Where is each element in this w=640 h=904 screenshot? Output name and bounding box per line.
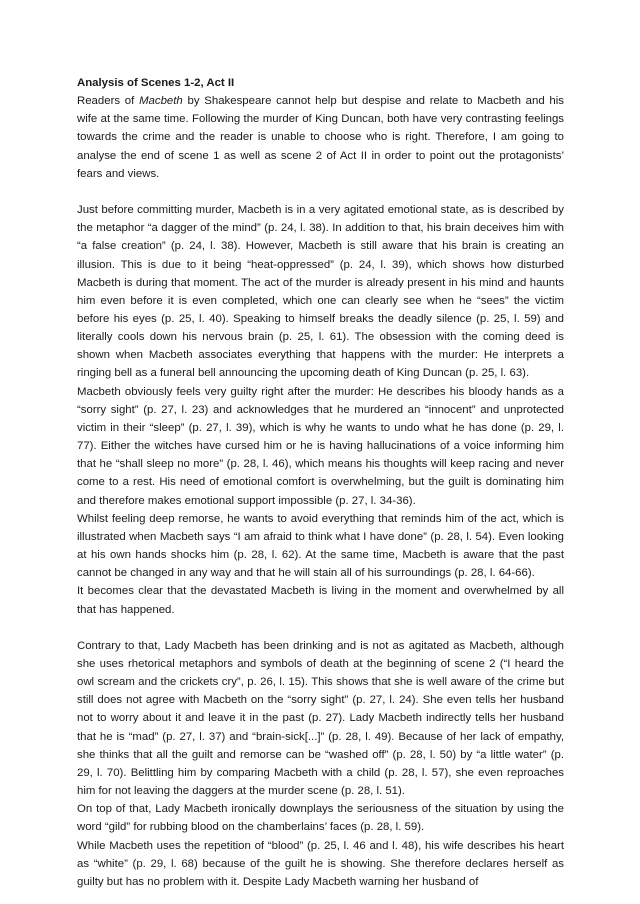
- play-title: Macbeth: [139, 95, 183, 108]
- intro-text-start: Readers of: [77, 95, 140, 108]
- lady-macbeth-paragraph-2: On top of that, Lady Macbeth ironically downplays the seriousness of the situation by using the word “gild” for rubbing blood on the chamberlains’ faces (p. 28, l. 59).: [77, 803, 564, 834]
- document-body: [77, 74, 564, 891]
- macbeth-paragraph-4: It becomes clear that the devastated Macbeth is living in the moment and overwhelmed by all that has happened.: [77, 585, 564, 616]
- macbeth-paragraph-3: Whilst feeling deep remorse, he wants to avoid everything that reminds him of the act, which is illustrated when Macbeth says “I am afraid to think what I have done” (p. 28, l. 54). Even looking at his own hands shocks him (p. 28, l. 62). At the same time, Macbeth is aware that the past cannot be changed in any way and that he will stain all of his surroundings (p. 28, l. 64-66).: [77, 512, 564, 580]
- paragraph-spacer: [77, 619, 564, 637]
- lady-macbeth-paragraph-1: Contrary to that, Lady Macbeth has been drinking and is not as agitated as Macbeth, although she uses rhetorical metaphors and symbols of death at the beginning of scene 2 (“I heard the owl scream and the crickets cry”, p. 26, l. 15). This shows that she is well aware of the crime but still does not agree with Macbeth on the “sorry sight” (p. 27, l. 24). She even tells her husband not to worry about it and leave it in the past (p. 27). Lady Macbeth indirectly tells her husband that he is “mad” (p. 27, l. 37) and “brain-sick[...]” (p. 28, l. 49). Because of her lack of empathy, she thinks that all the guilt and remorse can be “washed off” (p. 28, l. 50) by “a little water” (p. 29, l. 70). Belittling him by comparing Macbeth with a child (p. 28, l. 57), she even reproaches him for not leaving the daggers at the murder scene (p. 28, l. 51).: [77, 639, 564, 798]
- macbeth-paragraph-1: Just before committing murder, Macbeth is in a very agitated emotional state, as is described by the metaphor “a dagger of the mind” (p. 24, l. 38). In addition to that, his brain deceives him with “a false creation” (p. 24, l. 38). However, Macbeth is still aware that his brain is creating an illusion. This is due to it being “heat-oppressed” (p. 24, l. 39), which shows how disturbed Macbeth is during that moment. The act of the murder is already present in his mind and haunts him even before it is even completed, which one can clearly see when he “sees” the victim before his eyes (p. 25, l. 40). Speaking to himself breaks the deadly silence (p. 25, l. 59) and literally cools down his nervous brain (p. 25, l. 61). The obsession with the coming deed is shown when Macbeth associates everything that happens with the murder: He interprets a ringing bell as a funeral bell announcing the upcoming death of King Duncan (p. 25, l. 63).: [77, 204, 564, 380]
- macbeth-paragraph-2: Macbeth obviously feels very guilty right after the murder: He describes his bloody hands as a “sorry sight” (p. 27, l. 23) and acknowledges that he murdered an “innocent” and unprotected victim in their “sleep” (p. 27, l. 39), which is why he wants to undo what he has done (p. 29, l. 77). Either the witches have cursed him or he is having hallucinations of a voice informing him that he “shall sleep no more” (p. 28, l. 46), which means his thoughts will keep racing and never come to a rest. His need of emotional comfort is overwhelming, but the guilt is dominating him and therefore makes emotional support impossible (p. 27, l. 34-36).: [77, 385, 564, 507]
- paragraph-spacer: [77, 183, 564, 201]
- intro-paragraph: [77, 92, 564, 183]
- intro-text-end: by Shakespeare cannot help but despise and relate to Macbeth and his wife at the same time. Following the murder of King Duncan, both have very contrasting feelings towards the crime and the reader is unable to choose who is right. Therefore, I am going to analyse the end of scene 1 as well as scene 2 of Act II in order to point out the protagonists’ fears and views.: [77, 95, 564, 180]
- lady-macbeth-paragraph-3: While Macbeth uses the repetition of “blood” (p. 25, l. 46 and l. 48), his wife describes his heart as “white” (p. 29, l. 68) because of the guilt he is showing. She therefore declares herself as guilty but has no problem with it. Despite Lady Macbeth warning her husband of: [77, 839, 564, 888]
- document-heading: Analysis of Scenes 1-2, Act II: [77, 77, 235, 89]
